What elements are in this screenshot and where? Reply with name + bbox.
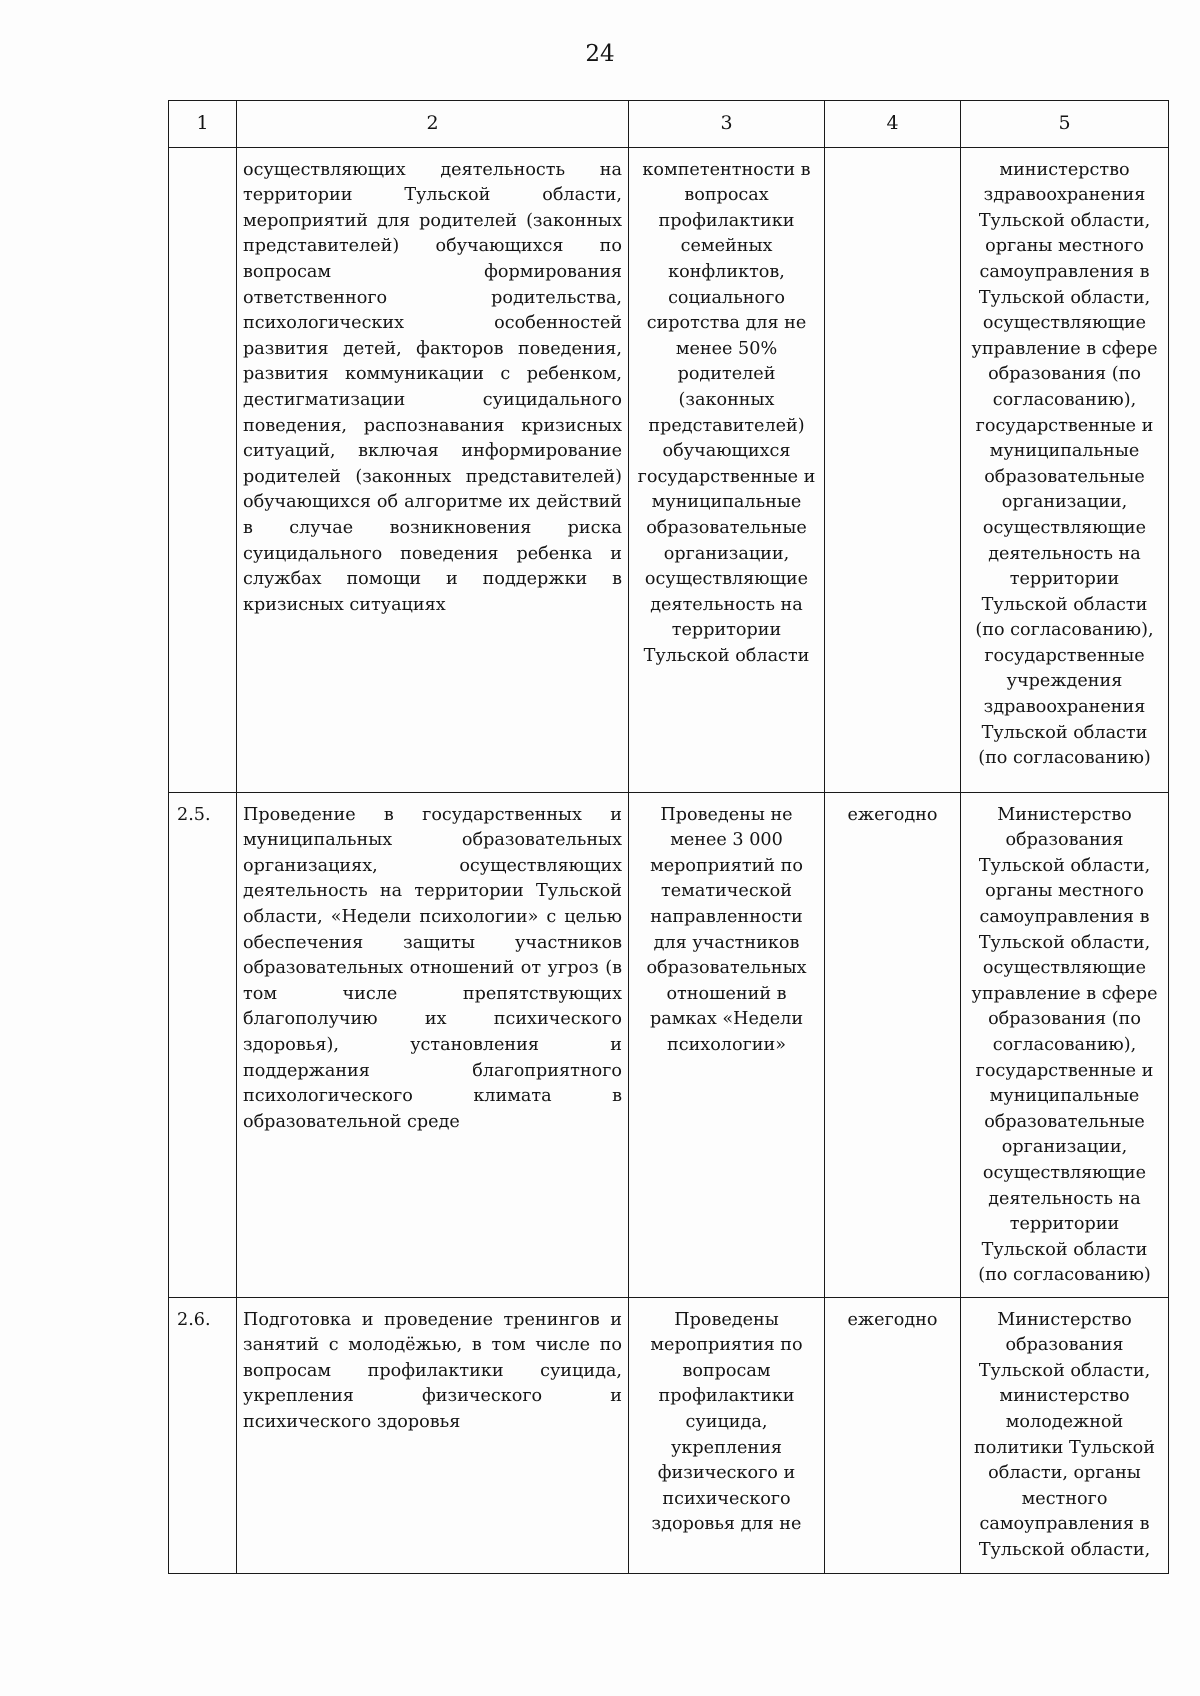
header-cell-1: 1: [169, 101, 237, 148]
header-row: [169, 101, 1169, 148]
item-period: ежегодно: [825, 1297, 961, 1573]
item-result: Проведены не менее 3 000 мероприятий по тематической направленности для участников образовательных отношений в рамках «Недели психологии»: [629, 792, 825, 1297]
item-description: осуществляющих деятельность на территории Тульской области, мероприятий для родителей (законных представителей) обучающихся по вопросам формирования ответственного родительства, психологических особенностей развития детей, факторов поведения, развития коммуникации с ребенком, дестигматизации суицидального поведения, распознавания кризисных ситуаций, включая информирование родителей (законных представителей) обучающихся об алгоритме их действий в случае возникновения риска суицидального поведения ребенка и службах помощи и поддержки в кризисных ситуациях: [237, 147, 629, 792]
item-responsible: Министерство образования Тульской области, министерство молодежной политики Тульской области, органы местного самоуправления в Тульской области,: [961, 1297, 1169, 1573]
item-result: компетентности в вопросах профилактики семейных конфликтов, социального сиротства для не менее 50% родителей (законных представителей) обучающихся государственные и муниципальные образовательные организации, осуществляющие деятельность на территории Тульской области: [629, 147, 825, 792]
item-number: 2.5.: [169, 792, 237, 1297]
header-cell-3: 3: [629, 101, 825, 148]
item-description: Проведение в государственных и муниципальных образовательных организациях, осуществляющих деятельность на территории Тульской области, «Недели психологии» с целью обеспечения защиты участников образовательных отношений от угроз (в том числе препятствующих благополучию их психического здоровья), установления и поддержания благоприятного психологического климата в образовательной среде: [237, 792, 629, 1297]
item-number: 2.6.: [169, 1297, 237, 1573]
item-responsible: министерство здравоохранения Тульской области, органы местного самоуправления в Тульской области, осуществляющие управление в сфере образования (по согласованию), государственные и муниципальные образовательные организации, осуществляющие деятельность на территории Тульской области (по согласованию), государственные учреждения здравоохранения Тульской области (по согласованию): [961, 147, 1169, 792]
header-cell-2: 2: [237, 101, 629, 148]
plan-table: [168, 100, 1169, 1574]
item-result: Проведены мероприятия по вопросам профилактики суицида, укрепления физического и психического здоровья для не: [629, 1297, 825, 1573]
item-period: ежегодно: [825, 792, 961, 1297]
item-description: Подготовка и проведение тренингов и занятий с молодёжью, в том числе по вопросам профилактики суицида, укрепления физического и психического здоровья: [237, 1297, 629, 1573]
item-responsible: Министерство образования Тульской области, органы местного самоуправления в Тульской области, осуществляющие управление в сфере образования (по согласованию), государственные и муниципальные образовательные организации, осуществляющие деятельность на территории Тульской области (по согласованию): [961, 792, 1169, 1297]
item-number: [169, 147, 237, 792]
table-row: [169, 792, 1169, 1297]
page-number: 24: [585, 41, 615, 67]
table-row: [169, 1297, 1169, 1573]
header-cell-4: 4: [825, 101, 961, 148]
table-row: [169, 147, 1169, 792]
header-cell-5: 5: [961, 101, 1169, 148]
item-period: [825, 147, 961, 792]
